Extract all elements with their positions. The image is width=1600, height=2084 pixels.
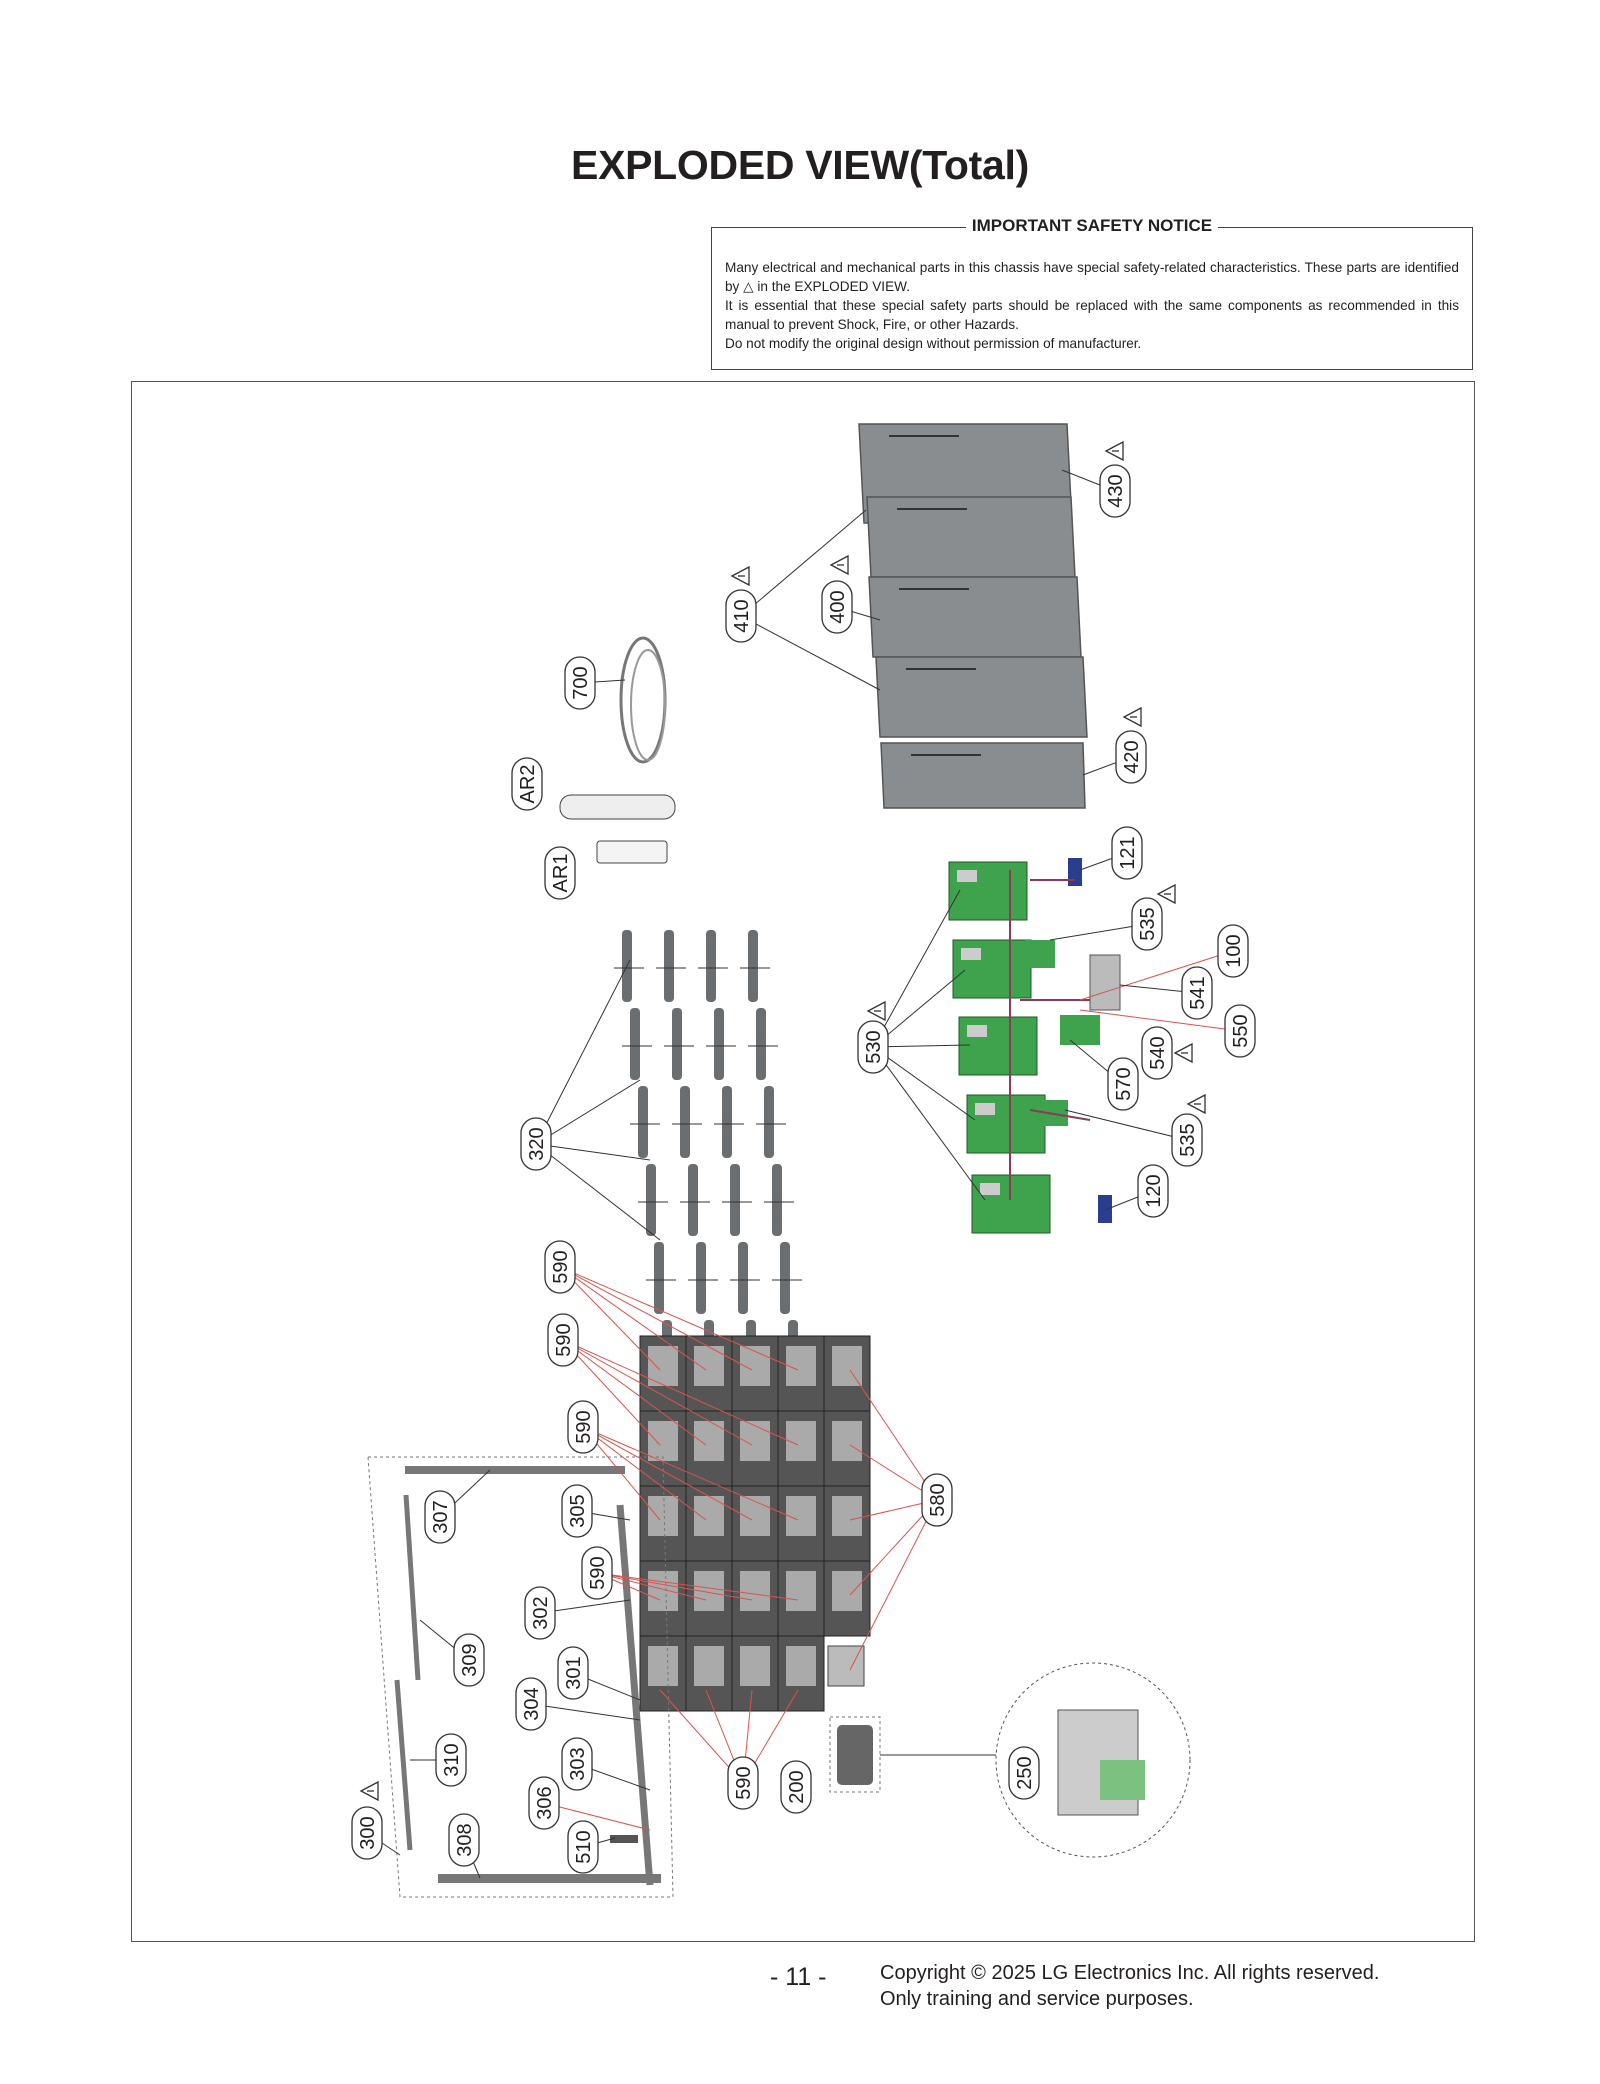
callout-550 — [1225, 1005, 1255, 1057]
callout-100 — [1218, 925, 1248, 977]
callout-number: AR2 — [517, 764, 539, 804]
support-bar — [646, 1164, 656, 1236]
safety-notice-text-3: Do not modify the original design without permission of manufacturer. — [725, 336, 1142, 351]
leader-line — [873, 890, 960, 1047]
callout-310 — [436, 1734, 466, 1786]
callout-120 — [1138, 1165, 1168, 1217]
callout-number: 541 — [1187, 976, 1209, 1010]
callout-590 — [545, 1241, 575, 1293]
part-510 — [610, 1835, 638, 1843]
callout-number: 303 — [567, 1747, 589, 1781]
module-board — [832, 1496, 862, 1536]
callout-number: 590 — [573, 1410, 595, 1444]
callout-number: 590 — [587, 1556, 609, 1590]
module-board — [648, 1646, 678, 1686]
leader-line — [531, 1704, 640, 1720]
callout-302 — [525, 1587, 555, 1639]
copyright-text: Copyright © 2025 LG Electronics Inc. All rights reserved. — [880, 1962, 1380, 1984]
callout-308 — [449, 1814, 479, 1866]
page-number: - 11 - — [770, 1963, 827, 1991]
callout-400 — [822, 581, 852, 633]
power-cord — [621, 638, 665, 762]
module-board — [648, 1571, 678, 1611]
callout-121 — [1112, 827, 1142, 879]
warning-triangle-icon — [1175, 1044, 1192, 1062]
callout-300 — [352, 1807, 382, 1859]
support-bar — [638, 1086, 648, 1158]
leader-line — [560, 1267, 706, 1370]
callout-303 — [562, 1738, 592, 1790]
callout-number: 535 — [1177, 1123, 1199, 1157]
frame-top-307 — [405, 1466, 625, 1474]
leader-line — [536, 960, 630, 1144]
callout-AR1 — [545, 847, 575, 899]
support-bar — [756, 1008, 766, 1080]
support-bar — [780, 1242, 790, 1314]
callout-320 — [521, 1118, 551, 1170]
warning-triangle-icon — [361, 1782, 378, 1800]
callout-535 — [1132, 898, 1162, 950]
callout-number: 700 — [570, 666, 592, 700]
callout-number: 590 — [733, 1766, 755, 1800]
display-panel — [881, 743, 1085, 808]
callout-307 — [425, 1491, 455, 1543]
callout-541 — [1182, 967, 1212, 1019]
callout-number: 420 — [1121, 740, 1143, 774]
callout-number: 100 — [1223, 934, 1245, 968]
frame-side-309 — [406, 1495, 418, 1680]
callout-number: 550 — [1230, 1014, 1252, 1048]
board-chip — [961, 948, 981, 960]
warning-triangle-icon — [831, 556, 848, 574]
callout-200 — [781, 1761, 811, 1813]
callout-535 — [1172, 1114, 1202, 1166]
safety-notice-text-1: Many electrical and mechanical parts in this chassis have special safety-related characteristics. These parts are identified by — [725, 260, 1459, 294]
callout-number: 300 — [357, 1816, 379, 1850]
module-200 — [837, 1725, 873, 1785]
frame-bottom-308 — [438, 1874, 661, 1883]
parts-artwork — [368, 424, 1190, 1897]
board-540 — [1060, 1015, 1100, 1045]
remote-control-ar2 — [560, 795, 675, 819]
support-bar — [654, 1242, 664, 1314]
callout-590 — [728, 1757, 758, 1809]
module-board — [786, 1346, 816, 1386]
callout-304 — [516, 1678, 546, 1730]
power-cord-loop — [631, 650, 665, 760]
callout-590 — [568, 1401, 598, 1453]
usage-note: Only training and service purposes. — [880, 1988, 1194, 2010]
callout-number: 400 — [827, 590, 849, 624]
warning-triangle-icon — [1106, 442, 1123, 460]
support-bar — [764, 1086, 774, 1158]
board-535 — [1025, 940, 1055, 968]
detail-250-board — [1100, 1760, 1145, 1800]
callout-580 — [922, 1474, 952, 1526]
support-bar — [630, 1008, 640, 1080]
callout-number: 320 — [526, 1127, 548, 1161]
leader-line — [544, 1803, 650, 1830]
callout-540 — [1142, 1027, 1172, 1079]
board-chip — [980, 1183, 1000, 1195]
callout-530 — [858, 1021, 888, 1073]
copyright-block — [880, 1960, 1379, 2012]
warning-triangle-icon — [732, 567, 749, 585]
callout-number: 302 — [530, 1596, 552, 1630]
callout-510 — [568, 1821, 598, 1873]
support-bar — [672, 1008, 682, 1080]
page-title: EXPLODED VIEW(Total) — [571, 142, 1029, 188]
support-bar — [772, 1164, 782, 1236]
board-chip — [975, 1103, 995, 1115]
callout-number: 301 — [563, 1656, 585, 1690]
board-chip — [967, 1025, 987, 1037]
callout-number: 304 — [521, 1687, 543, 1721]
callout-590 — [582, 1547, 612, 1599]
callout-590 — [548, 1314, 578, 1366]
callout-number: 310 — [441, 1743, 463, 1777]
control-box — [828, 1646, 864, 1686]
support-bar — [722, 1086, 732, 1158]
warning-triangle-icon — [1124, 708, 1141, 726]
board-chip — [957, 870, 977, 882]
callout-number: 580 — [927, 1483, 949, 1517]
speaker-120 — [1098, 1195, 1112, 1223]
callout-number: 430 — [1105, 474, 1127, 508]
leader-line — [741, 616, 880, 690]
support-bar — [730, 1164, 740, 1236]
speaker-121 — [1068, 858, 1082, 886]
callout-AR2 — [512, 758, 542, 810]
callout-301 — [558, 1647, 588, 1699]
support-bar — [664, 930, 674, 1002]
module-board — [694, 1646, 724, 1686]
callout-410 — [726, 590, 756, 642]
frame-side-310 — [397, 1680, 410, 1850]
warning-triangle-icon: △ — [743, 279, 754, 294]
module-board — [740, 1646, 770, 1686]
support-bar — [688, 1164, 698, 1236]
module-board — [786, 1571, 816, 1611]
callout-570 — [1108, 1058, 1138, 1110]
callout-number: 121 — [1117, 836, 1139, 870]
remote-control-ar1 — [597, 841, 667, 863]
callout-number: 540 — [1147, 1036, 1169, 1070]
warning-triangle-icon — [868, 1002, 885, 1020]
callout-number: 510 — [573, 1830, 595, 1864]
support-bar — [696, 1242, 706, 1314]
callout-number: 570 — [1113, 1067, 1135, 1101]
module-board — [740, 1571, 770, 1611]
callout-305 — [562, 1485, 592, 1537]
module-board — [832, 1421, 862, 1461]
support-bar — [680, 1086, 690, 1158]
frame-300 — [368, 1457, 673, 1897]
safety-notice-heading: IMPORTANT SAFETY NOTICE — [966, 216, 1218, 235]
module-board — [648, 1496, 678, 1536]
callout-number: 530 — [863, 1030, 885, 1064]
callout-420 — [1116, 731, 1146, 783]
callout-number: 308 — [454, 1823, 476, 1857]
module-board — [832, 1571, 862, 1611]
callout-309 — [454, 1634, 484, 1686]
support-bar — [706, 930, 716, 1002]
warning-triangle-icon — [1158, 885, 1175, 903]
module-board — [832, 1346, 862, 1386]
callout-number: 305 — [567, 1494, 589, 1528]
warning-triangle-icon — [1188, 1095, 1205, 1113]
callout-number: 307 — [430, 1500, 452, 1534]
safety-notice-text-2: It is essential that these special safety parts should be replaced with the same components as recommended in this manual to prevent Shock, Fire, or other Hazards. — [725, 298, 1459, 332]
bracket-541 — [1090, 955, 1120, 1010]
callout-number: 590 — [550, 1250, 572, 1284]
callout-250 — [1009, 1747, 1039, 1799]
callout-number: AR1 — [550, 853, 572, 893]
module-board — [786, 1421, 816, 1461]
support-bar — [714, 1008, 724, 1080]
callout-number: 309 — [459, 1643, 481, 1677]
module-board — [648, 1421, 678, 1461]
support-bar — [748, 930, 758, 1002]
callout-number: 200 — [786, 1770, 808, 1804]
callout-number: 535 — [1137, 907, 1159, 941]
callout-430 — [1100, 465, 1130, 517]
module-board — [786, 1646, 816, 1686]
support-bar — [738, 1242, 748, 1314]
callout-306 — [529, 1777, 559, 1829]
callout-number: 306 — [534, 1786, 556, 1820]
callout-700 — [565, 657, 595, 709]
safety-notice-text-1b: in the EXPLODED VIEW. — [757, 279, 911, 294]
callout-number: 410 — [731, 599, 753, 633]
callout-number: 250 — [1014, 1756, 1036, 1790]
callout-number: 590 — [553, 1323, 575, 1357]
callout-number: 120 — [1143, 1174, 1165, 1208]
leader-line — [1065, 1110, 1187, 1140]
module-board — [786, 1496, 816, 1536]
